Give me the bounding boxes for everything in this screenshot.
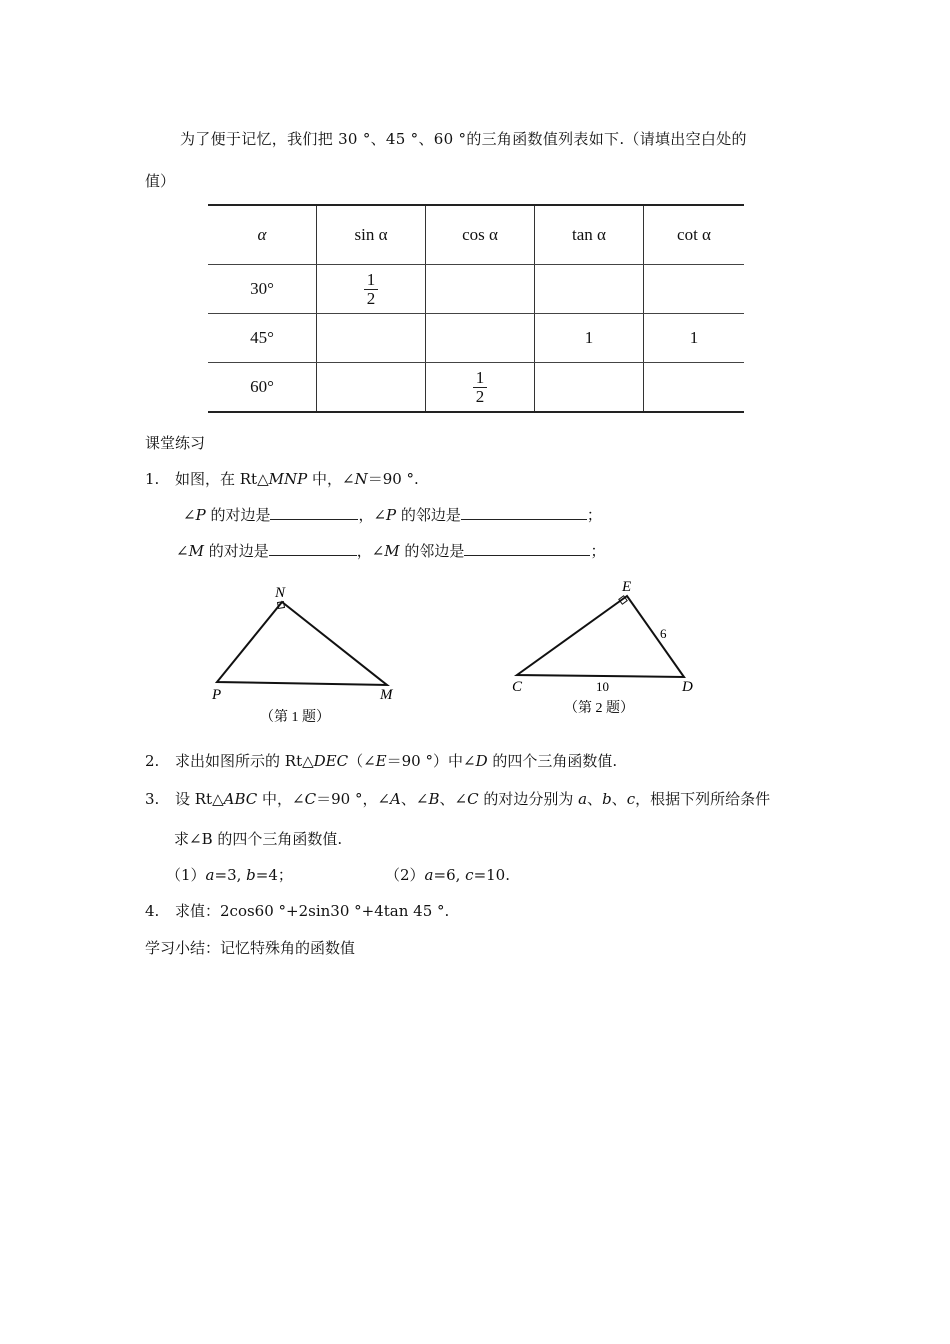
q1-text: ； bbox=[586, 506, 602, 524]
cell-angle: 60° bbox=[208, 363, 317, 413]
question-1-line-p bbox=[183, 504, 602, 525]
question-2 bbox=[145, 750, 617, 771]
q2-vertex: D bbox=[475, 752, 488, 770]
fraction-denominator: 2 bbox=[366, 289, 376, 308]
cell-tan-30 bbox=[535, 265, 644, 314]
cell-tan-45: 1 bbox=[535, 314, 644, 363]
label-c: C bbox=[512, 679, 523, 695]
cell-angle: 30° bbox=[208, 265, 317, 314]
fraction-numerator: 1 bbox=[364, 271, 379, 290]
q3-side: b bbox=[246, 866, 256, 884]
cell-cos-60 bbox=[426, 363, 535, 413]
triangle-dec bbox=[517, 596, 684, 677]
cell-sin-60 bbox=[317, 363, 426, 413]
q2-triangle: DEC bbox=[313, 752, 349, 770]
table-row bbox=[208, 363, 744, 413]
cell-cot-60 bbox=[644, 363, 745, 413]
q3-text: =4； bbox=[255, 866, 293, 884]
question-1-line-m bbox=[176, 540, 605, 561]
q3-side: b bbox=[602, 790, 612, 808]
question-number: 3. bbox=[145, 790, 160, 808]
q1-text: 如图，在 Rt△ bbox=[175, 470, 269, 488]
q3-text: 的对边分别为 bbox=[478, 790, 579, 808]
q1-text: 的对边是 bbox=[203, 542, 269, 560]
q2-vertex: E bbox=[375, 752, 387, 770]
table-row bbox=[208, 314, 744, 363]
figure-1-triangle-mnp bbox=[211, 585, 394, 725]
label-p: P bbox=[212, 687, 222, 703]
q3-text: 、 bbox=[587, 790, 603, 808]
question-3-condition-2 bbox=[385, 864, 510, 885]
q1-vertex: M bbox=[188, 542, 204, 560]
header-alpha: α bbox=[208, 205, 317, 265]
caption-figure-1: （第 1 题） bbox=[260, 710, 330, 725]
q1-triangle: MNP bbox=[268, 470, 308, 488]
q1-text: ，∠ bbox=[356, 542, 385, 560]
question-1 bbox=[145, 468, 419, 489]
q1-vertex: P bbox=[195, 506, 206, 524]
q3-text: 、∠ bbox=[439, 790, 468, 808]
q3-text: 、 bbox=[611, 790, 627, 808]
fraction bbox=[473, 369, 488, 406]
q2-text: 求出如图所示的 Rt△ bbox=[175, 752, 314, 770]
side-cd-length: 10 bbox=[596, 679, 609, 694]
q3-text: =6, bbox=[433, 866, 466, 884]
intro-line-1: 为了便于记忆，我们把 30 °、45 °、60 °的三角函数值列表如下.（请填出空白处的 bbox=[180, 130, 747, 148]
cell-cot-45: 1 bbox=[644, 314, 745, 363]
q1-text: ，∠ bbox=[358, 506, 387, 524]
q3-text: 中，∠ bbox=[257, 790, 305, 808]
answer-blank[interactable] bbox=[270, 505, 358, 520]
question-number: 4. bbox=[145, 902, 160, 920]
cell-cos-45 bbox=[426, 314, 535, 363]
q2-text: 的四个三角函数值. bbox=[487, 752, 618, 770]
q4-text: 求值：2cos60 °+2sin30 °+4tan 45 °. bbox=[175, 902, 450, 920]
q3-text: （2） bbox=[385, 866, 425, 884]
header-cos: cos α bbox=[426, 205, 535, 265]
q3-text: ＝90 °，∠ bbox=[316, 790, 391, 808]
q1-vertex: M bbox=[384, 542, 400, 560]
fraction-denominator: 2 bbox=[475, 387, 485, 406]
cell-sin-45 bbox=[317, 314, 426, 363]
q1-text: ∠ bbox=[183, 506, 196, 524]
q3-side: a bbox=[578, 790, 588, 808]
cell-sin-30 bbox=[317, 265, 426, 314]
label-d: D bbox=[682, 679, 693, 695]
learning-summary: 学习小结：记忆特殊角的函数值 bbox=[145, 939, 356, 957]
figures bbox=[200, 575, 720, 735]
side-ed-length: 6 bbox=[660, 626, 667, 641]
q1-text: ∠ bbox=[176, 542, 189, 560]
cell-tan-60 bbox=[535, 363, 644, 413]
header-cot: cot α bbox=[644, 205, 745, 265]
q1-text: 的邻边是 bbox=[399, 542, 465, 560]
fraction bbox=[364, 271, 379, 308]
question-number: 2. bbox=[145, 752, 160, 770]
header-tan: tan α bbox=[535, 205, 644, 265]
label-m: M bbox=[380, 687, 393, 703]
question-3-condition-1 bbox=[166, 864, 293, 885]
q3-vertex: A bbox=[390, 790, 401, 808]
answer-blank[interactable] bbox=[269, 541, 357, 556]
q1-text: 的邻边是 bbox=[396, 506, 461, 524]
q3-text: （1） bbox=[166, 866, 206, 884]
q3-text: =10. bbox=[473, 866, 510, 884]
cell-angle: 45° bbox=[208, 314, 317, 363]
triangle-mnp bbox=[217, 602, 387, 685]
section-title: 课堂练习 bbox=[145, 434, 206, 452]
q1-text: ＝90 °. bbox=[367, 470, 419, 488]
answer-blank[interactable] bbox=[461, 505, 587, 520]
header-sin: sin α bbox=[317, 205, 426, 265]
q3-side: c bbox=[465, 866, 474, 884]
question-3-line-2: 求∠B 的四个三角函数值. bbox=[174, 830, 343, 848]
label-n: N bbox=[275, 585, 286, 601]
fraction-numerator: 1 bbox=[473, 369, 488, 388]
trig-value-table bbox=[208, 204, 744, 413]
q3-text: =3, bbox=[214, 866, 247, 884]
answer-blank[interactable] bbox=[464, 541, 590, 556]
cell-cos-30 bbox=[426, 265, 535, 314]
caption-figure-2: （第 2 题） bbox=[564, 701, 634, 716]
question-4 bbox=[145, 900, 449, 921]
q1-vertex: P bbox=[386, 506, 397, 524]
q3-text: ，根据下列所给条件 bbox=[635, 790, 771, 808]
q1-text: ； bbox=[590, 542, 606, 560]
table-row bbox=[208, 265, 744, 314]
cell-cot-30 bbox=[644, 265, 745, 314]
q1-text: 的对边是 bbox=[205, 506, 271, 524]
q3-side: c bbox=[626, 790, 636, 808]
q2-text: （∠ bbox=[348, 752, 376, 770]
q3-vertex: B bbox=[428, 790, 440, 808]
q3-triangle: ABC bbox=[223, 790, 258, 808]
intro-line-2: 值） bbox=[145, 172, 176, 190]
q2-text: ＝90 °）中∠ bbox=[386, 752, 476, 770]
q3-vertex: C bbox=[304, 790, 317, 808]
q3-vertex: C bbox=[467, 790, 479, 808]
q3-text: 、∠ bbox=[400, 790, 429, 808]
figure-2-triangle-dec bbox=[512, 579, 693, 716]
question-number: 1. bbox=[145, 470, 160, 488]
q1-vertex: N bbox=[354, 470, 368, 488]
q3-side: a bbox=[205, 866, 215, 884]
q3-side: a bbox=[424, 866, 434, 884]
q1-text: 中，∠ bbox=[307, 470, 355, 488]
question-3 bbox=[145, 788, 770, 809]
table-header-row bbox=[208, 205, 744, 265]
q3-text: 设 Rt△ bbox=[175, 790, 224, 808]
label-e: E bbox=[622, 579, 632, 595]
